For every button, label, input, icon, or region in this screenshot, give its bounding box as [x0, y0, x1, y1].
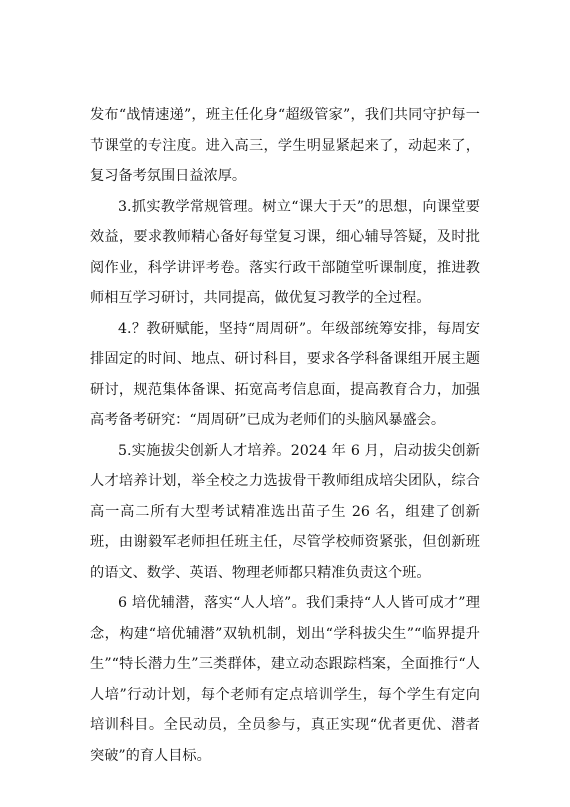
paragraph-teaching-routine: 3.抓实教学常规管理。树立“课大于天”的思想，向课堂要效益，要求教师精心备好每堂复习课，细心辅导答疑，及时批阅作业，科学讲评考卷。落实行政干部随堂听课制度，推进教师相互学习研讨，共同提高，做优复习教学的全过程。	[90, 198, 480, 306]
paragraph-top-talent: 5.实施拔尖创新人才培养。2024 年 6 月，启动拔尖创新人才培养计划，举全校之力选拔骨干教师组成培尖团队，综合高一高二所有大型考试精准选出苗子生 26 名，组建了创新班，由谢毅军老师担任班主任，尽管学校师资紧张，但创新班的语文、数学、英语、物理老师都只精准负责这个班。	[90, 442, 480, 581]
paragraph-weekly-research: 4.？教研赋能，坚持“周周研”。年级部统筹安排，每周安排固定的时间、地点、研讨科目，要求各学科备课组开展主题研讨，规范集体备课、拓宽高考信息面，提高教育合力，加强高考备考研究：“周周研”已成为老师们的头脑风暴盛会。	[90, 320, 480, 428]
paragraph-continuation: 发布“战情速递”，班主任化身“超级管家”，我们共同守护每一节课堂的专注度。进入高三，学生明显紧起来了，动起来了，复习备考氛围日益浓厚。	[90, 107, 480, 184]
paragraph-everyone-trained: 6 培优辅潜，落实“人人培”。我们秉持“人人皆可成才”理念，构建“培优辅潜”双轨机制，划出“学科拔尖生”“临界提升生”“特长潜力生”三类群体，建立动态跟踪档案，全面推行“人人培”行动计划，每个老师有定点培训学生，每个学生有定向培训科目。全民动员，全员参与，真正实现“优者更优、潜者突破”的育人目标。	[90, 595, 480, 764]
document-body	[90, 100, 480, 771]
